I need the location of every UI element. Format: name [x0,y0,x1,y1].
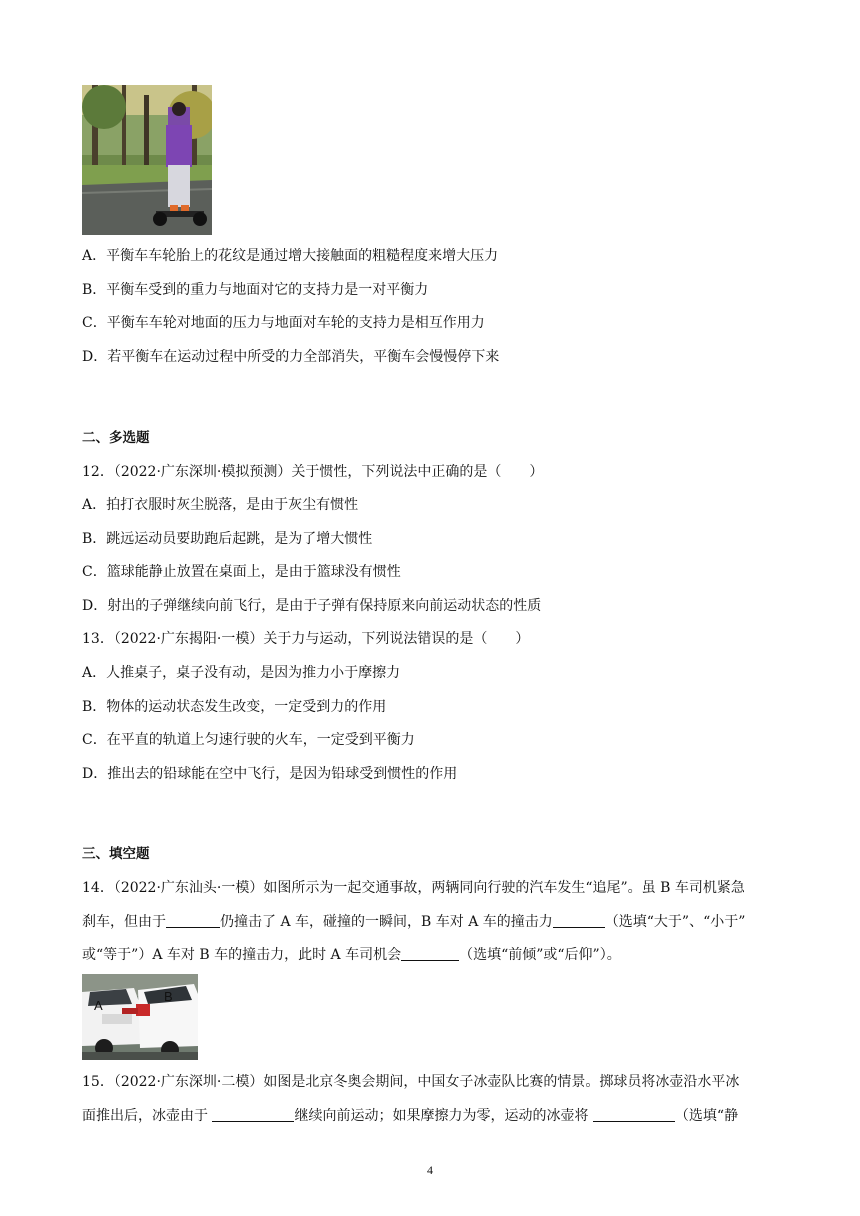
car-collision-photo [82,974,198,1060]
car-collision-illustration [82,974,198,1060]
q12-stem: 12．（2022·广东深圳·模拟预测）关于惯性，下列说法中正确的是（ ） [82,464,544,480]
q14-text: （选填“前倾”或“后仰”）。 [459,947,621,963]
q12-option-d: D．射出的子弹继续向前飞行，是由于子弹有保持原来向前运动状态的性质 [82,598,542,614]
q15-text: （选填“静 [674,1108,739,1124]
q15-line-2 [82,1106,738,1126]
q14-line-2 [82,912,745,932]
q13-stem: 13．（2022·广东揭阳·一模）关于力与运动，下列说法错误的是（ ） [82,631,530,647]
q13-option-a: A．人推桌子，桌子没有动，是因为推力小于摩擦力 [82,665,401,681]
q11-option-c: C．平衡车车轮对地面的压力与地面对车轮的支持力是相互作用力 [82,315,485,331]
q13-option-d: D．推出去的铅球能在空中飞行，是因为铅球受到惯性的作用 [82,766,458,782]
q12-option-c: C．篮球能静止放置在桌面上，是由于篮球没有惯性 [82,564,401,580]
section-heading-fill-in: 三、填空题 [82,846,150,862]
car-label-b: B [164,989,173,1004]
section-heading-multiple-choice: 二、多选题 [82,430,150,446]
q15-blank-1[interactable] [212,1106,294,1122]
q14-text: 刹车，但由于 [82,914,166,930]
page-number: 4 [427,1163,433,1177]
q14-text: 仍撞击了 A 车，碰撞的一瞬间，B 车对 A 车的撞击力 [220,914,553,930]
q12-option-a: A．拍打衣服时灰尘脱落，是由于灰尘有惯性 [82,497,359,513]
q11-option-b: B．平衡车受到的重力与地面对它的支持力是一对平衡力 [82,282,429,298]
q11-option-d: D．若平衡车在运动过程中所受的力全部消失，平衡车会慢慢停下来 [82,349,500,365]
q11-option-a: A．平衡车车轮胎上的花纹是通过增大接触面的粗糙程度来增大压力 [82,248,499,264]
q15-text: 面推出后，冰壶由于 [82,1108,208,1124]
q15-blank-2[interactable] [593,1106,675,1122]
balance-car-photo [82,85,212,235]
balance-car-illustration [82,85,212,235]
q13-option-b: B．物体的运动状态发生改变，一定受到力的作用 [82,699,387,715]
car-label-a: A [94,998,103,1013]
q13-option-c: C．在平直的轨道上匀速行驶的火车，一定受到平衡力 [82,732,415,748]
q14-blank-1[interactable] [166,912,220,928]
q14-text: 或“等于”）A 车对 B 车的撞击力，此时 A 车司机会 [82,947,402,963]
q15-text: 继续向前运动；如果摩擦力为零，运动的冰壶将 [294,1108,589,1124]
q12-option-b: B．跳远运动员要助跑后起跳，是为了增大惯性 [82,531,373,547]
q14-line-3 [82,945,621,965]
q15-line-1: 15．（2022·广东深圳·二模）如图是北京冬奥会期间，中国女子冰壶队比赛的情景。掷球员将冰壶沿水平冰 [82,1074,740,1090]
q14-text: （选填“大于”、“小于” [604,914,746,930]
q14-blank-2[interactable] [553,912,605,928]
q14-line-1: 14．（2022·广东汕头·一模）如图所示为一起交通事故，两辆同向行驶的汽车发生“追尾”。虽 B 车司机紧急 [82,880,745,896]
q14-blank-3[interactable] [401,945,459,961]
